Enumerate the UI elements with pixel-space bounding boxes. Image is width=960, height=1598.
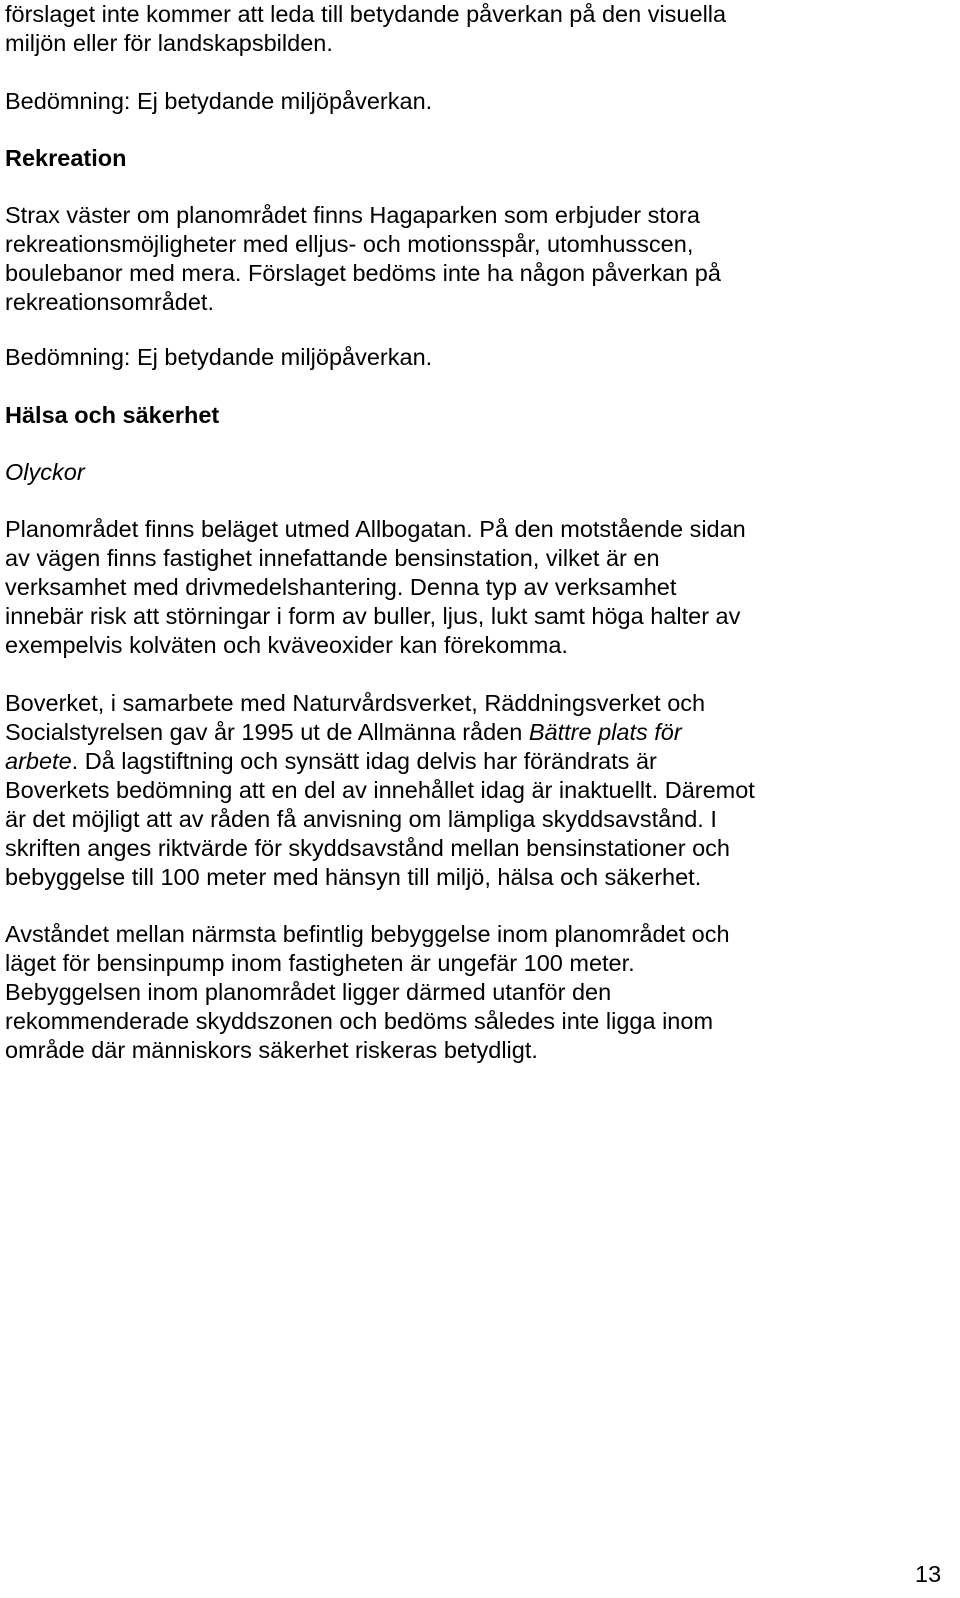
paragraph-line: Bebyggelsen inom planområdet ligger därmed utanför den xyxy=(5,979,612,1005)
paragraph-line: exempelvis kolväten och kväveoxider kan förekomma. xyxy=(5,632,568,658)
paragraph-line: Boverket, i samarbete med Naturvårdsverket, Räddningsverket och xyxy=(5,690,706,716)
paragraph-line: är det möjligt att av råden få anvisning om lämpliga skyddsavstånd. I xyxy=(5,806,717,832)
paragraph-line: rekreationsmöjligheter med elljus- och motionsspår, utomhusscen, xyxy=(5,231,694,257)
paragraph-line: innebär risk att störningar i form av buller, ljus, lukt samt höga halter av xyxy=(5,603,741,629)
intro-line: förslaget inte kommer att leda till betydande påverkan på den visuella xyxy=(5,1,727,27)
paragraph-line: område där människors säkerhet riskeras betydligt. xyxy=(5,1037,538,1063)
paragraph-line: Boverkets bedömning att en del av innehållet idag är inaktuellt. Däremot xyxy=(5,777,755,803)
paragraph-line: Avståndet mellan närmsta befintlig bebyggelse inom planområdet och xyxy=(5,921,730,947)
paragraph-line: läget för bensinpump inom fastigheten är ungefär 100 meter. xyxy=(5,950,635,976)
paragraph-line xyxy=(5,718,682,747)
publication-title: arbete xyxy=(5,748,72,774)
publication-title: Bättre plats för xyxy=(528,719,682,745)
paragraph-line: skriften anges riktvärde för skyddsavstånd mellan bensinstationer och xyxy=(5,835,730,861)
paragraph-line xyxy=(5,747,657,776)
page-number: 13 xyxy=(915,1561,942,1587)
subheading-olyckor: Olyckor xyxy=(5,459,85,485)
paragraph-text: . Då lagstiftning och synsätt idag delvis har förändrats är xyxy=(71,748,657,774)
paragraph-text: Socialstyrelsen gav år 1995 ut de Allmänna råden xyxy=(5,719,529,745)
paragraph-line: Strax väster om planområdet finns Hagaparken som erbjuder stora xyxy=(5,202,700,228)
section-heading-halsa: Hälsa och säkerhet xyxy=(5,402,220,428)
section-heading-rekreation: Rekreation xyxy=(5,145,127,171)
paragraph-line: Planområdet finns beläget utmed Allbogatan. På den motstående sidan xyxy=(5,516,746,542)
assessment-text: Bedömning: Ej betydande miljöpåverkan. xyxy=(5,88,433,114)
assessment-text: Bedömning: Ej betydande miljöpåverkan. xyxy=(5,344,433,370)
paragraph-line: boulebanor med mera. Förslaget bedöms inte ha någon påverkan på xyxy=(5,260,721,286)
paragraph-line: rekreationsområdet. xyxy=(5,289,214,315)
paragraph-line: rekommenderade skyddszonen och bedöms således inte ligga inom xyxy=(5,1008,714,1034)
paragraph-line: av vägen finns fastighet innefattande bensinstation, vilket är en xyxy=(5,545,660,571)
paragraph-line: verksamhet med drivmedelshantering. Denna typ av verksamhet xyxy=(5,574,677,600)
intro-line: miljön eller för landskapsbilden. xyxy=(5,30,333,56)
paragraph-line: bebyggelse till 100 meter med hänsyn till miljö, hälsa och säkerhet. xyxy=(5,864,702,890)
